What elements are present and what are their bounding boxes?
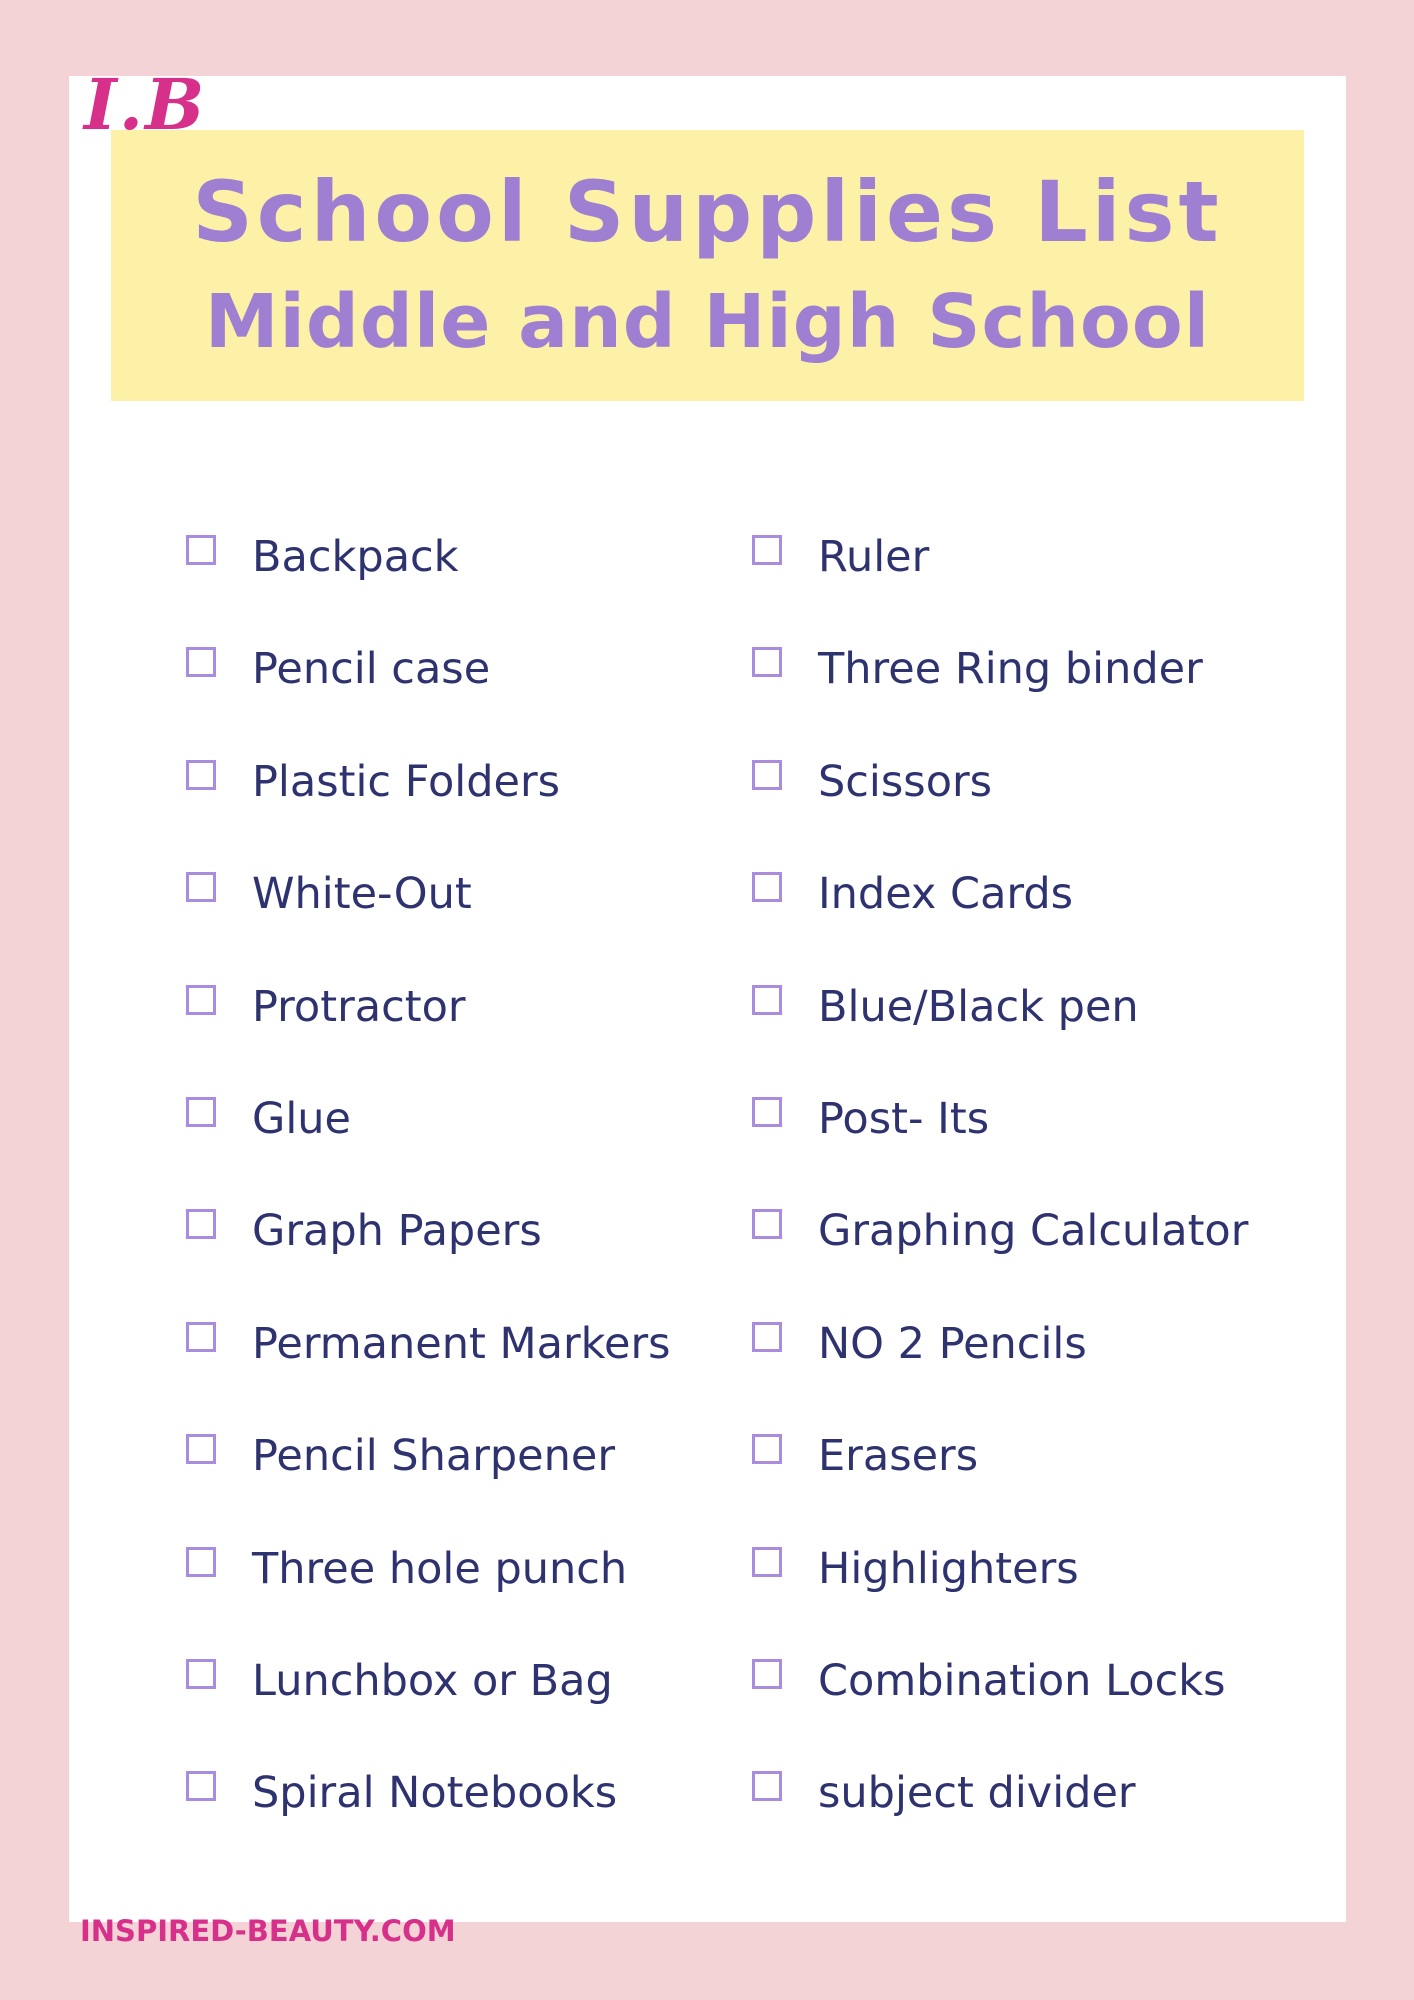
checkbox[interactable]	[752, 535, 782, 565]
checklist-item-label: Combination Locks	[818, 1655, 1226, 1706]
checkbox[interactable]	[186, 1659, 216, 1689]
checklist-item-label: Permanent Markers	[252, 1318, 671, 1369]
checklist-item-label: Graph Papers	[252, 1206, 542, 1257]
checklist-item[interactable]	[186, 520, 746, 632]
checklist-item-label: Glue	[252, 1093, 351, 1144]
checklist-item[interactable]	[186, 970, 746, 1082]
checkbox[interactable]	[752, 760, 782, 790]
checklist-item-label: Blue/Black pen	[818, 981, 1139, 1032]
page-subtitle: Middle and High School	[204, 279, 1211, 365]
checklist-item-label: NO 2 Pencils	[818, 1318, 1087, 1369]
checkbox[interactable]	[752, 985, 782, 1015]
checkbox[interactable]	[186, 985, 216, 1015]
checklist-item[interactable]	[752, 632, 1312, 744]
checkbox[interactable]	[752, 1209, 782, 1239]
checklist-item[interactable]	[752, 1532, 1312, 1644]
checklist-item[interactable]	[752, 1756, 1312, 1868]
checkbox[interactable]	[186, 872, 216, 902]
checklist-item[interactable]	[186, 745, 746, 857]
checklist-item[interactable]	[752, 1419, 1312, 1531]
checklist-item-label: Three Ring binder	[818, 644, 1203, 695]
checkbox[interactable]	[186, 1434, 216, 1464]
checklist-item[interactable]	[186, 1307, 746, 1419]
checklist-item-label: Protractor	[252, 981, 466, 1032]
checkbox[interactable]	[186, 760, 216, 790]
checklist-item-label: Lunchbox or Bag	[252, 1655, 613, 1706]
checklist-item-label: Scissors	[818, 756, 993, 807]
checklist-item-label: White-Out	[252, 869, 472, 920]
checklist-item[interactable]	[752, 520, 1312, 632]
checklist-item[interactable]	[186, 1532, 746, 1644]
checklist-item[interactable]	[752, 1194, 1312, 1306]
logo: I.B	[84, 63, 207, 146]
checklist-item[interactable]	[186, 1082, 746, 1194]
checkbox[interactable]	[752, 1659, 782, 1689]
checkbox[interactable]	[186, 1771, 216, 1801]
checklist-item-label: Plastic Folders	[252, 756, 561, 807]
checklist-item[interactable]	[752, 745, 1312, 857]
checklist-item[interactable]	[186, 857, 746, 969]
checklist-item-label: Highlighters	[818, 1543, 1079, 1594]
checklist-item[interactable]	[752, 970, 1312, 1082]
checkbox[interactable]	[752, 1771, 782, 1801]
checklist-right-column	[752, 520, 1312, 1869]
checkbox[interactable]	[752, 647, 782, 677]
checklist-item-label: Erasers	[818, 1431, 979, 1482]
checkbox[interactable]	[752, 1097, 782, 1127]
checklist-item[interactable]	[186, 1194, 746, 1306]
checklist-item-label: Ruler	[818, 532, 930, 582]
checkbox[interactable]	[752, 1547, 782, 1577]
checkbox[interactable]	[186, 1097, 216, 1127]
checkbox[interactable]	[186, 1209, 216, 1239]
checkbox[interactable]	[186, 647, 216, 677]
header-banner	[111, 130, 1304, 401]
checkbox[interactable]	[186, 1322, 216, 1352]
page-title: School Supplies List	[192, 163, 1223, 261]
checklist-left-column	[186, 520, 746, 1869]
checklist-item[interactable]	[752, 1307, 1312, 1419]
checkbox[interactable]	[752, 1322, 782, 1352]
checklist-item[interactable]	[186, 632, 746, 744]
checklist-item[interactable]	[186, 1644, 746, 1756]
checklist-item[interactable]	[186, 1756, 746, 1868]
checkbox[interactable]	[186, 535, 216, 565]
checklist-item-label: subject divider	[818, 1768, 1136, 1819]
checkbox[interactable]	[186, 1547, 216, 1577]
checklist-item-label: Spiral Notebooks	[252, 1768, 618, 1819]
checklist-item-label: Three hole punch	[252, 1543, 628, 1594]
checklist-item-label: Post- Its	[818, 1093, 990, 1144]
footer-website: INSPIRED-BEAUTY.COM	[80, 1914, 456, 1948]
checklist-item-label: Pencil Sharpener	[252, 1431, 616, 1482]
checklist-item[interactable]	[752, 1644, 1312, 1756]
checkbox[interactable]	[752, 872, 782, 902]
checklist-item-label: Pencil case	[252, 644, 491, 695]
checklist-item-label: Backpack	[252, 532, 459, 582]
checklist-item[interactable]	[752, 1082, 1312, 1194]
checklist-item-label: Index Cards	[818, 869, 1074, 920]
checkbox[interactable]	[752, 1434, 782, 1464]
checklist-item[interactable]	[186, 1419, 746, 1531]
checklist-item-label: Graphing Calculator	[818, 1206, 1249, 1257]
checklist-item[interactable]	[752, 857, 1312, 969]
